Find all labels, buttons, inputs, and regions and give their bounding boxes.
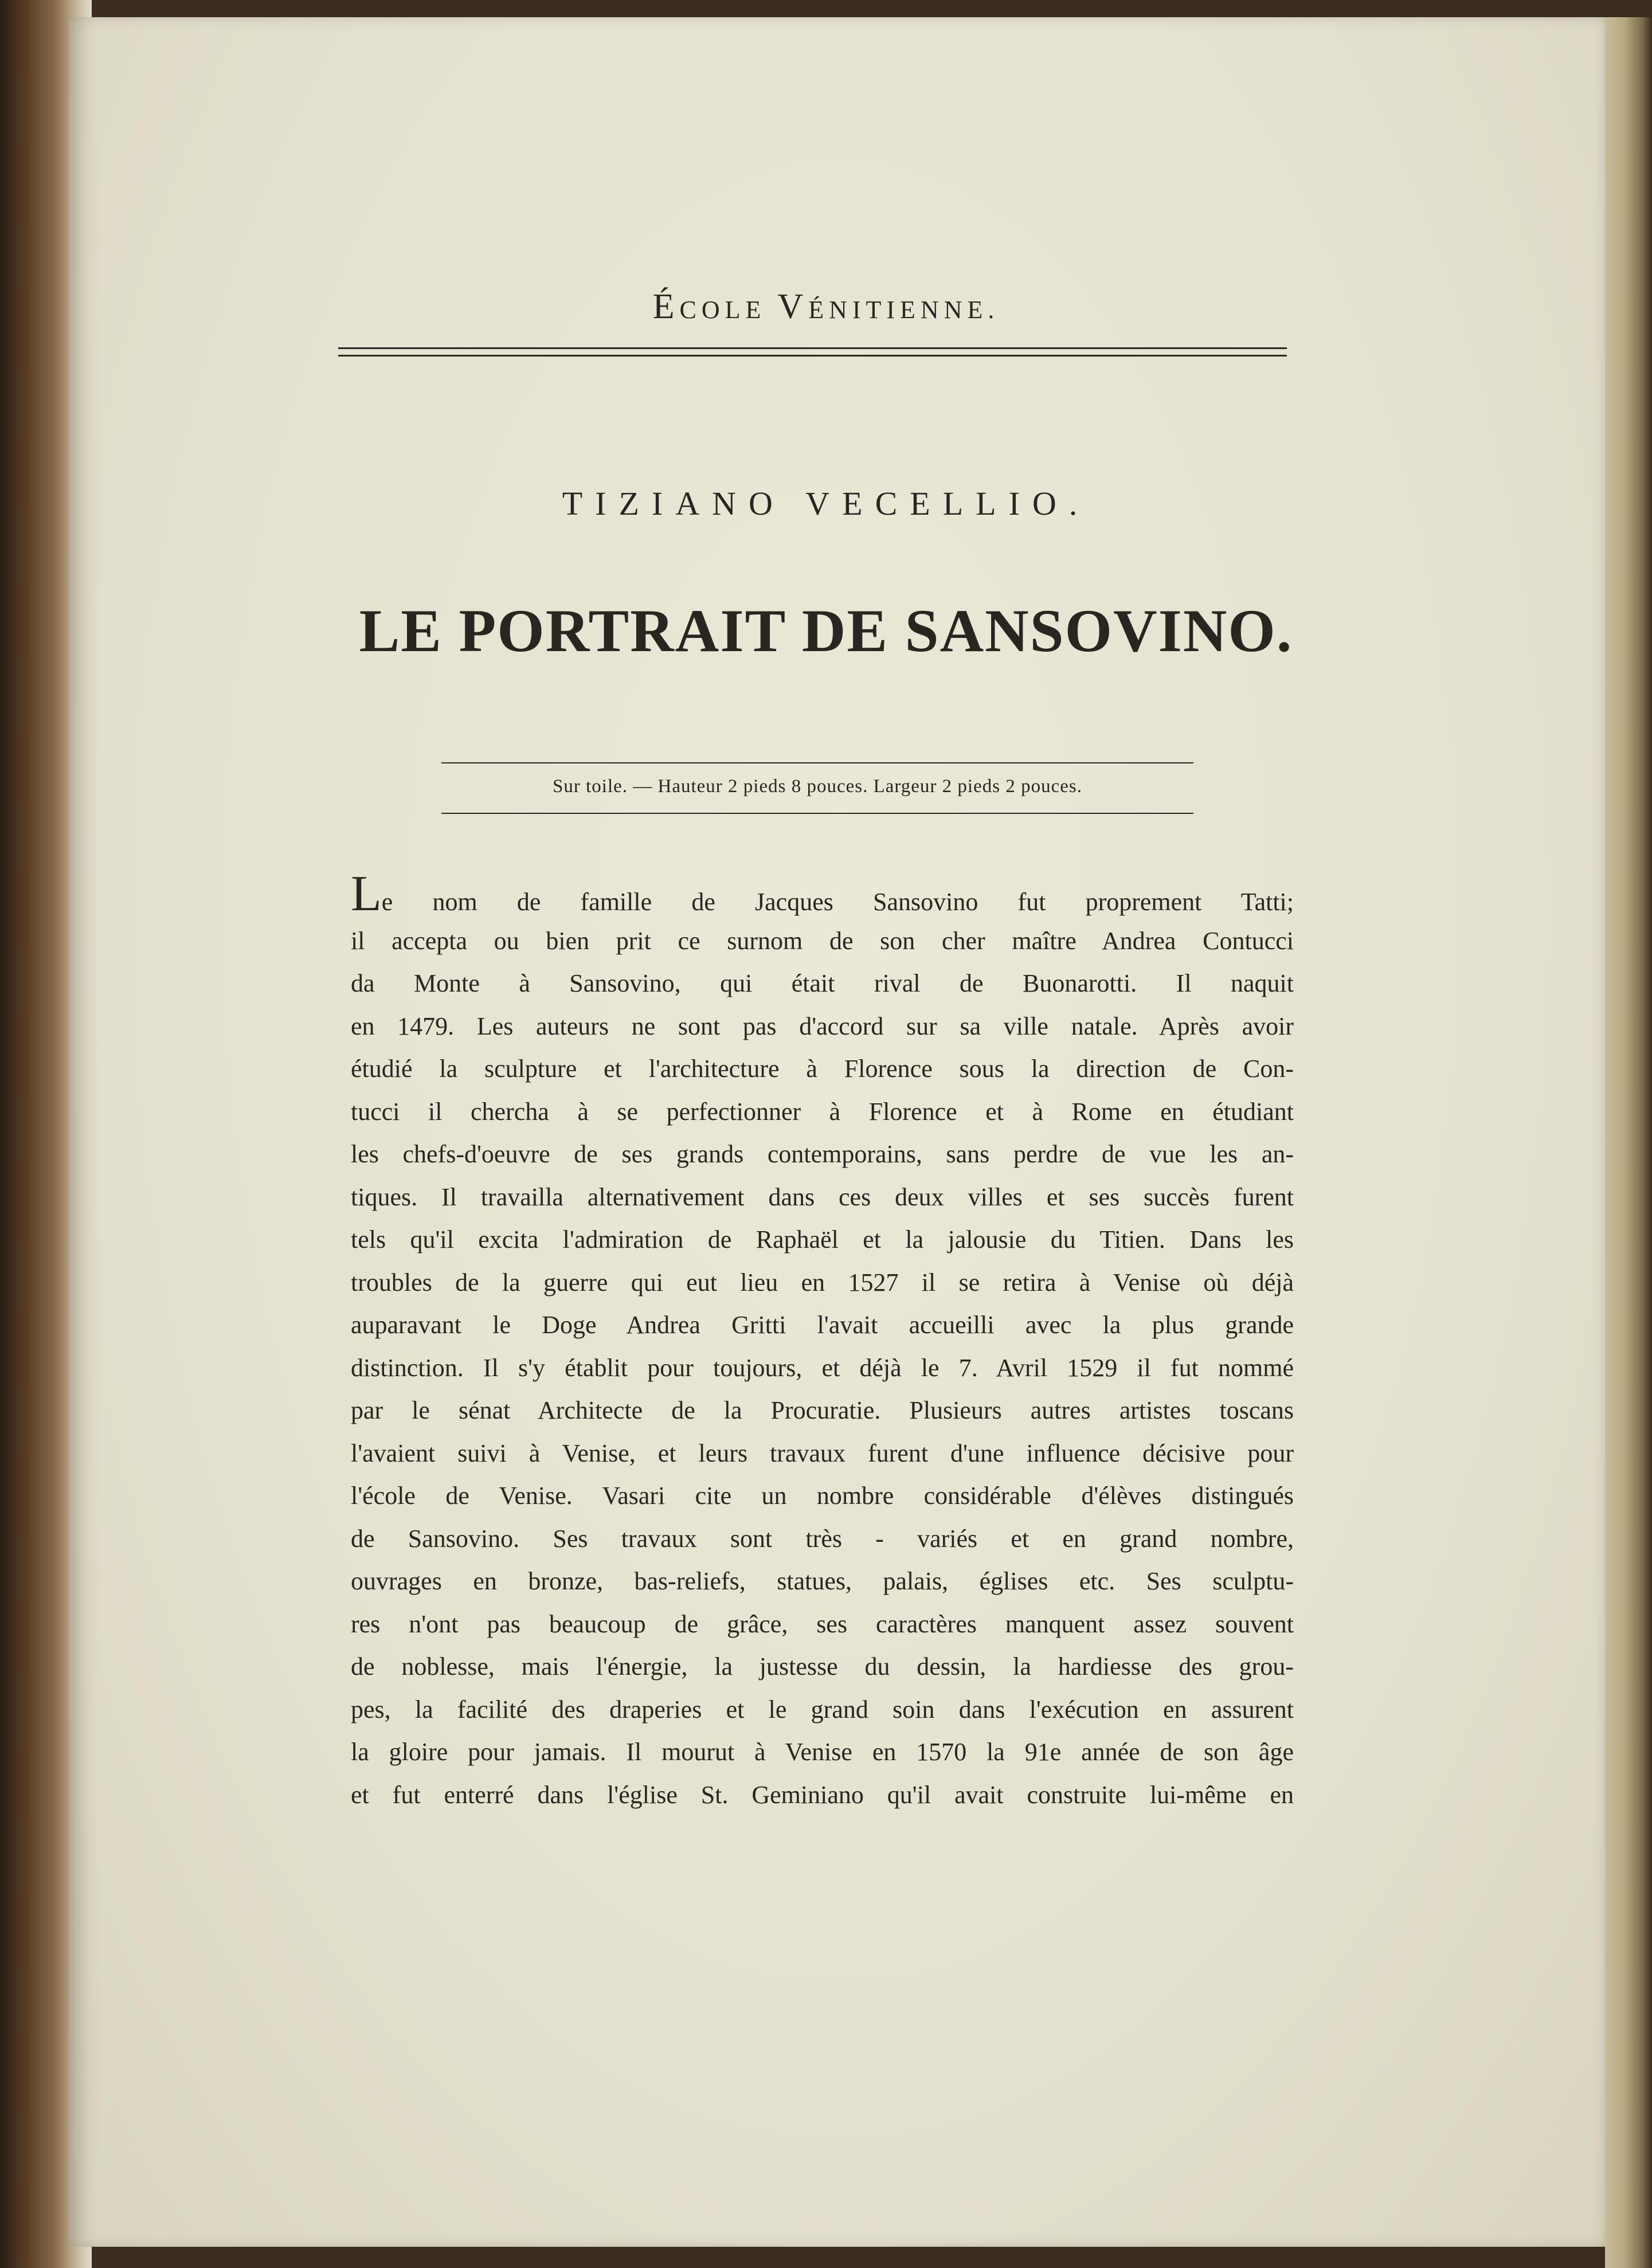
artwork-title: LE PORTRAIT DE SANSOVINO.: [359, 597, 1293, 664]
body-line: les chefs-d'oeuvre de ses grands contemporains, sans perdre de vue les an-: [351, 1140, 1294, 1168]
body-line: pes, la facilité des draperies et le grand soin dans l'exécution en assurent: [351, 1695, 1294, 1723]
body-line: il accepta ou bien prit ce surnom de son cher maître Andrea Contucci: [351, 926, 1294, 955]
body-line: ouvrages en bronze, bas-reliefs, statues, palais, églises etc. Ses sculptu-: [351, 1567, 1294, 1595]
school-initial-2: V: [777, 287, 809, 326]
school-word-2: ÉNITIENNE.: [808, 296, 1000, 324]
body-line: tucci il chercha à se perfectionner à Florence et à Rome en étudiant: [351, 1097, 1294, 1126]
specs-rule-bottom: [441, 813, 1193, 814]
drop-cap: L: [351, 866, 382, 922]
header-double-rule: [338, 347, 1287, 357]
body-line: étudié la sculpture et l'architecture à Florence sous la direction de Con-: [351, 1055, 1294, 1083]
body-line: res n'ont pas beaucoup de grâce, ses caractères manquent assez souvent: [351, 1609, 1294, 1638]
body-line: par le sénat Architecte de la Procuratie. Plusieurs autres artistes toscans: [351, 1396, 1294, 1424]
body-paragraph: [351, 866, 1294, 1816]
artwork-specs: Sur toile. — Hauteur 2 pieds 8 pouces. Largeur 2 pieds 2 pouces.: [553, 776, 1082, 797]
page-stack-edge: [1605, 17, 1652, 2268]
school-initial: É: [652, 287, 680, 326]
body-line: troubles de la guerre qui eut lieu en 1527 il se retira à Venise où déjà: [351, 1268, 1294, 1296]
body-line: la gloire pour jamais. Il mourut à Venise en 1570 la 91e année de son âge: [351, 1738, 1294, 1766]
body-line: tiques. Il travailla alternativement dans ces deux villes et ses succès furent: [351, 1182, 1294, 1211]
body-line: en 1479. Les auteurs ne sont pas d'accord sur sa ville natale. Après avoir: [351, 1012, 1294, 1040]
body-line: de noblesse, mais l'énergie, la justesse du dessin, la hardiesse des grou-: [351, 1652, 1294, 1681]
body-line: auparavant le Doge Andrea Gritti l'avait accueilli avec la plus grande: [351, 1311, 1294, 1339]
painter-name: TIZIANO VECELLIO.: [562, 485, 1090, 522]
body-line: l'avaient suivi à Venise, et leurs travaux furent d'une influence décisive pour: [351, 1439, 1294, 1467]
body-line: et fut enterré dans l'église St. Geminiano qu'il avait construite lui-même en: [351, 1780, 1294, 1809]
body-line: da Monte à Sansovino, qui était rival de Buonarotti. Il naquit: [351, 969, 1294, 997]
school-word-1: COLE: [679, 296, 766, 324]
body-line: de Sansovino. Ses travaux sont très - variés et en grand nombre,: [351, 1524, 1294, 1553]
body-line: l'école de Venise. Vasari cite un nombre considérable d'élèves distingués: [351, 1482, 1294, 1510]
body-line: tels qu'il excita l'admiration de Raphaël et la jalousie du Titien. Dans les: [351, 1225, 1294, 1254]
body-line: Le nom de famille de Jacques Sansovino fut proprement Tatti;: [351, 866, 1294, 922]
body-line: distinction. Il s'y établit pour toujours, et déjà le 7. Avril 1529 il fut nommé: [351, 1353, 1294, 1382]
school-heading: [0, 287, 1652, 327]
specs-rule-top: [441, 762, 1193, 763]
